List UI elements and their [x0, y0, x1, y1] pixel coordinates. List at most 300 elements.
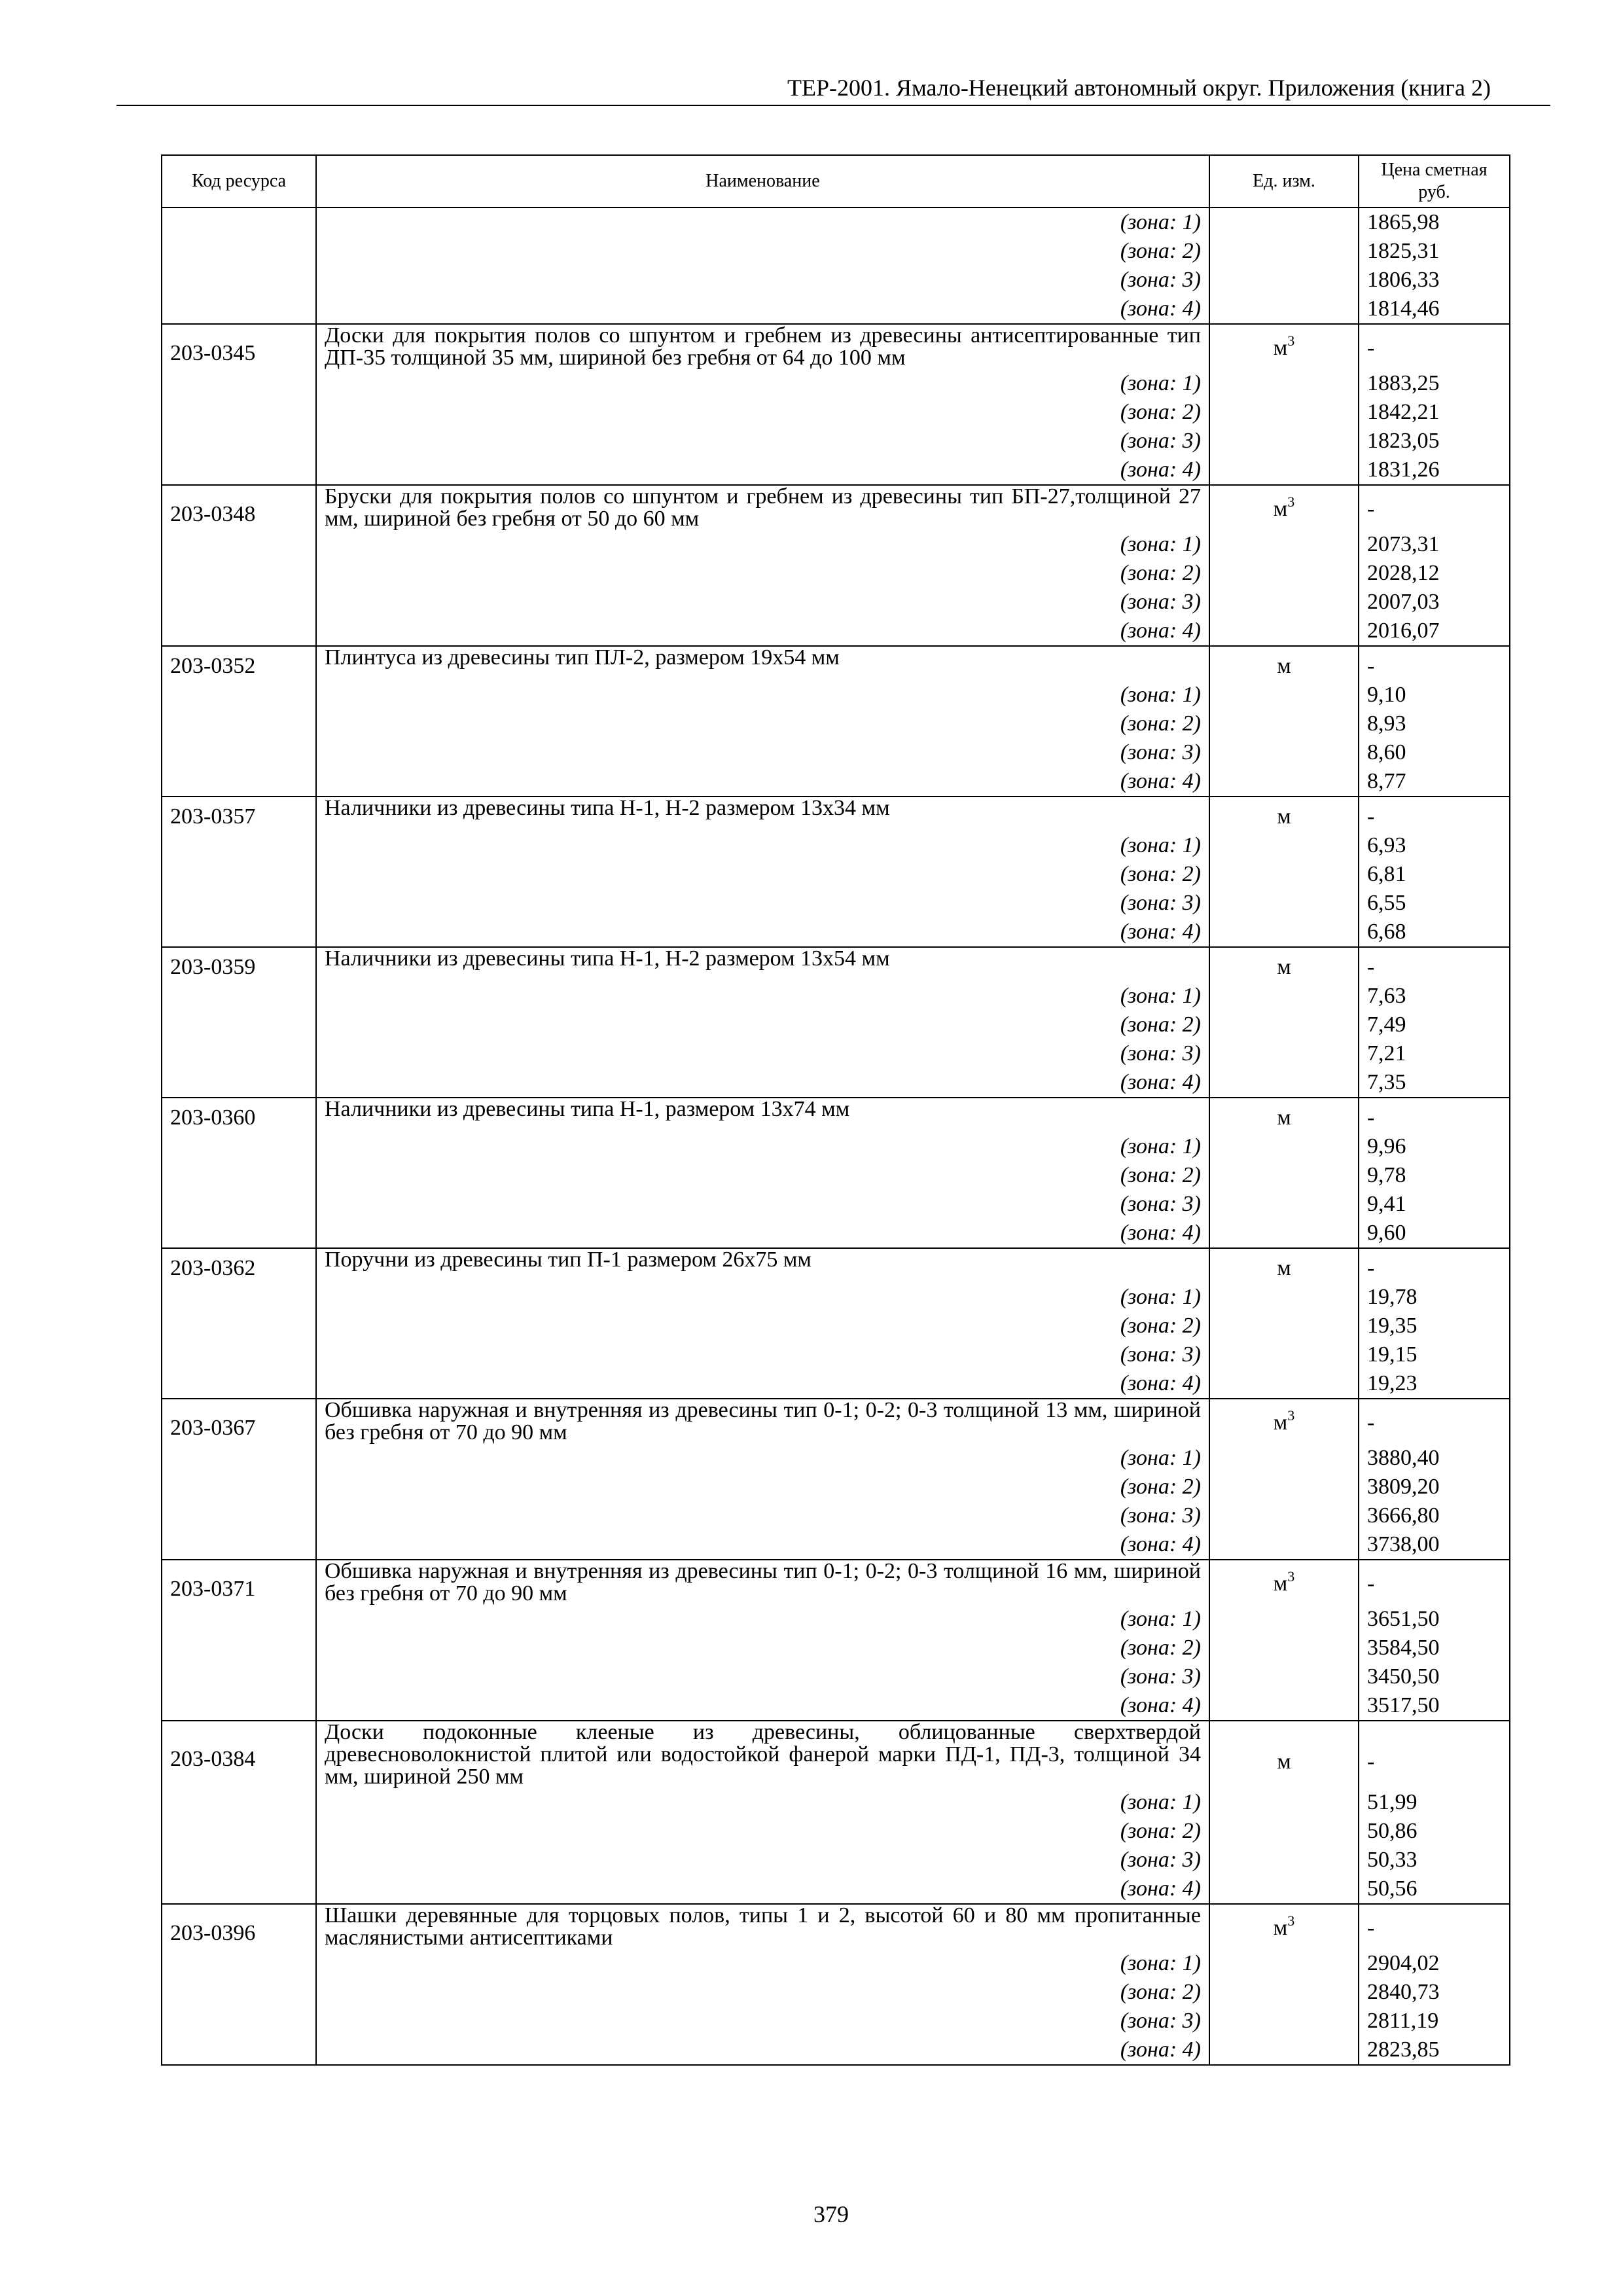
- resource-code: 203-0371: [162, 1560, 316, 1605]
- code-cell: [162, 1846, 316, 1874]
- resource-row: [162, 485, 1510, 530]
- zone-label: (зона: 2): [316, 559, 1209, 588]
- zone-price: 6,68: [1359, 918, 1510, 947]
- zone-label: (зона: 2): [316, 1161, 1209, 1190]
- zone-row: [162, 1530, 1510, 1560]
- unit-text: м: [1273, 1916, 1288, 1940]
- code-cell: [162, 1501, 316, 1530]
- zone-price: 1831,26: [1359, 456, 1510, 485]
- zone-label: (зона: 4): [316, 918, 1209, 947]
- code-cell: [162, 1132, 316, 1161]
- unit-cell: [1209, 588, 1359, 617]
- resource-name: Наличники из древесины типа Н-1, размером 13х74 мм: [316, 1098, 1209, 1132]
- unit-text: м: [1273, 497, 1288, 521]
- zone-price: 1865,98: [1359, 207, 1510, 237]
- resource-base-price: -: [1359, 1904, 1510, 1949]
- zone-price: 7,63: [1359, 982, 1510, 1011]
- resource-unit: [1209, 947, 1359, 982]
- zone-price: 1806,33: [1359, 266, 1510, 295]
- zone-row: [162, 681, 1510, 709]
- unit-cell: [1209, 1068, 1359, 1098]
- zone-row: [162, 1473, 1510, 1501]
- code-cell: [162, 530, 316, 559]
- zone-price: 9,60: [1359, 1219, 1510, 1248]
- unit-cell: [1209, 1662, 1359, 1691]
- resource-base-price: -: [1359, 324, 1510, 369]
- unit-exponent: 3: [1287, 493, 1295, 510]
- resource-name: Наличники из древесины типа Н-1, Н-2 размером 13х34 мм: [316, 797, 1209, 831]
- zone-label: (зона: 2): [316, 1011, 1209, 1039]
- resource-name: Плинтуса из древесины тип ПЛ-2, размером 19х54 мм: [316, 646, 1209, 681]
- zone-price: 3517,50: [1359, 1691, 1510, 1721]
- unit-text: м: [1277, 1749, 1291, 1774]
- resource-name: Обшивка наружная и внутренняя из древесины тип 0-1; 0-2; 0-3 толщиной 16 мм, шириной без гребня от 70 до 90 мм: [316, 1560, 1209, 1605]
- code-cell: [162, 738, 316, 767]
- resource-code: 203-0352: [162, 646, 316, 681]
- resource-row: [162, 646, 1510, 681]
- code-cell: [162, 1949, 316, 1978]
- resource-name: Доски для покрытия полов со шпунтом и гребнем из древесины антисептированные тип ДП-35 толщиной 35 мм, шириной без гребня от 64 до 100 мм: [316, 324, 1209, 369]
- zone-label: (зона: 2): [316, 398, 1209, 427]
- zone-row: [162, 1817, 1510, 1846]
- zone-label: (зона: 1): [316, 681, 1209, 709]
- zone-row: [162, 266, 1510, 295]
- zone-row: [162, 738, 1510, 767]
- resource-unit: [1209, 1098, 1359, 1132]
- zone-price: 6,93: [1359, 831, 1510, 860]
- zone-row: [162, 1161, 1510, 1190]
- zone-row: [162, 369, 1510, 398]
- zone-row: [162, 1068, 1510, 1098]
- resource-row: [162, 1721, 1510, 1788]
- zone-price: 51,99: [1359, 1788, 1510, 1817]
- zone-price: 9,10: [1359, 681, 1510, 709]
- unit-cell: [1209, 1039, 1359, 1068]
- unit-text: м: [1273, 1571, 1288, 1596]
- resource-unit: [1209, 1904, 1359, 1949]
- zone-label: (зона: 1): [316, 369, 1209, 398]
- unit-cell: [1209, 1501, 1359, 1530]
- unit-exponent: 3: [1287, 1407, 1295, 1424]
- unit-cell: [1209, 1530, 1359, 1560]
- code-cell: [162, 1340, 316, 1369]
- zone-row: [162, 456, 1510, 485]
- code-cell: [162, 1530, 316, 1560]
- unit-cell: [1209, 1219, 1359, 1248]
- zone-price: 8,93: [1359, 709, 1510, 738]
- zone-row: [162, 1662, 1510, 1691]
- zone-row: [162, 617, 1510, 646]
- zone-price: 6,81: [1359, 860, 1510, 889]
- zone-price: 7,21: [1359, 1039, 1510, 1068]
- zone-label: (зона: 1): [316, 1444, 1209, 1473]
- unit-cell: [1209, 617, 1359, 646]
- resource-row: [162, 947, 1510, 982]
- resource-name: Наличники из древесины типа Н-1, Н-2 размером 13х54 мм: [316, 947, 1209, 982]
- unit-cell: [1209, 1011, 1359, 1039]
- table-body: [162, 207, 1510, 2065]
- zone-label: (зона: 2): [316, 860, 1209, 889]
- unit-cell: [1209, 559, 1359, 588]
- unit-cell: [1209, 681, 1359, 709]
- code-cell: [162, 427, 316, 456]
- unit-cell: [1209, 1190, 1359, 1219]
- column-header-name: Наименование: [316, 155, 1209, 207]
- code-cell: [162, 1011, 316, 1039]
- column-header-code: Код ресурса: [162, 155, 316, 207]
- zone-price: 3450,50: [1359, 1662, 1510, 1691]
- unit-cell: [1209, 1634, 1359, 1662]
- zone-label: (зона: 3): [316, 427, 1209, 456]
- zone-row: [162, 207, 1510, 237]
- zone-price: 3809,20: [1359, 1473, 1510, 1501]
- zone-label: (зона: 2): [316, 1634, 1209, 1662]
- zone-row: [162, 1444, 1510, 1473]
- code-cell: [162, 1312, 316, 1340]
- code-cell: [162, 1788, 316, 1817]
- resource-base-price: -: [1359, 1721, 1510, 1788]
- resource-row: [162, 797, 1510, 831]
- zone-price: 3666,80: [1359, 1501, 1510, 1530]
- unit-cell: [1209, 266, 1359, 295]
- code-cell: [162, 1874, 316, 1904]
- zone-row: [162, 1132, 1510, 1161]
- unit-cell: [1209, 1846, 1359, 1874]
- zone-price: 2904,02: [1359, 1949, 1510, 1978]
- unit-text: м: [1277, 804, 1291, 829]
- unit-cell: [1209, 889, 1359, 918]
- unit-cell: [1209, 831, 1359, 860]
- unit-cell: [1209, 1369, 1359, 1399]
- zone-label: (зона: 3): [316, 588, 1209, 617]
- zone-label: (зона: 2): [316, 1312, 1209, 1340]
- code-cell: [162, 1978, 316, 2007]
- zone-label: (зона: 1): [316, 831, 1209, 860]
- zone-price: 1823,05: [1359, 427, 1510, 456]
- resource-row: [162, 1098, 1510, 1132]
- unit-cell: [1209, 369, 1359, 398]
- resource-code: 203-0357: [162, 797, 316, 831]
- zone-label: (зона: 3): [316, 1340, 1209, 1369]
- resource-unit: [1209, 1248, 1359, 1283]
- zone-row: [162, 237, 1510, 266]
- resource-base-price: -: [1359, 1560, 1510, 1605]
- resource-unit: [1209, 1721, 1359, 1788]
- zone-price: 9,96: [1359, 1132, 1510, 1161]
- code-cell: [162, 266, 316, 295]
- zone-price: 2840,73: [1359, 1978, 1510, 2007]
- zone-label: (зона: 3): [316, 1190, 1209, 1219]
- resource-name: Бруски для покрытия полов со шпунтом и гребнем из древесины тип БП-27,толщиной 27 мм, шириной без гребня от 50 до 60 мм: [316, 485, 1209, 530]
- code-cell: [162, 1473, 316, 1501]
- zone-price: 50,33: [1359, 1846, 1510, 1874]
- resource-base-price: -: [1359, 646, 1510, 681]
- resource-unit: [1209, 485, 1359, 530]
- resource-code: 203-0367: [162, 1399, 316, 1444]
- zone-row: [162, 295, 1510, 324]
- code-cell: [162, 559, 316, 588]
- code-cell: [162, 398, 316, 427]
- zone-label: (зона: 4): [316, 1219, 1209, 1248]
- code-cell: [162, 1444, 316, 1473]
- zone-label: (зона: 1): [316, 982, 1209, 1011]
- unit-cell: [1209, 530, 1359, 559]
- zone-label: (зона: 4): [316, 456, 1209, 485]
- resource-code: 203-0384: [162, 1721, 316, 1788]
- zone-row: [162, 1949, 1510, 1978]
- unit-cell: [1209, 982, 1359, 1011]
- zone-label: (зона: 1): [316, 1605, 1209, 1634]
- zone-row: [162, 1501, 1510, 1530]
- resource-code: 203-0345: [162, 324, 316, 369]
- code-cell: [162, 1662, 316, 1691]
- resource-name: Шашки деревянные для торцовых полов, типы 1 и 2, высотой 60 и 80 мм пропитанные маслянистыми антисептиками: [316, 1904, 1209, 1949]
- unit-cell: [1209, 1978, 1359, 2007]
- zone-row: [162, 1978, 1510, 2007]
- code-cell: [162, 767, 316, 797]
- zone-price: 1814,46: [1359, 295, 1510, 324]
- code-cell: [162, 681, 316, 709]
- code-cell: [162, 2007, 316, 2036]
- unit-cell: [1209, 1949, 1359, 1978]
- zone-label: (зона: 4): [316, 1369, 1209, 1399]
- resource-code: 203-0359: [162, 947, 316, 982]
- unit-cell: [1209, 1817, 1359, 1846]
- unit-cell: [1209, 2036, 1359, 2065]
- code-cell: [162, 860, 316, 889]
- resource-base-price: -: [1359, 485, 1510, 530]
- page-number: 379: [813, 2201, 849, 2227]
- code-cell: [162, 2036, 316, 2065]
- zone-price: 3738,00: [1359, 1530, 1510, 1560]
- zone-label: (зона: 2): [316, 1978, 1209, 2007]
- code-cell: [162, 617, 316, 646]
- unit-cell: [1209, 427, 1359, 456]
- resource-name: Доски подоконные клееные из древесины, облицованные сверхтвердой древесноволокнистой плитой или водостойкой фанерой марки ПД-1, ПД-3, толщиной 34 мм, шириной 250 мм: [316, 1721, 1209, 1788]
- zone-row: [162, 1605, 1510, 1634]
- unit-cell: [1209, 1691, 1359, 1721]
- zone-label: (зона: 1): [316, 207, 1209, 237]
- zone-price: 2073,31: [1359, 530, 1510, 559]
- zone-label: (зона: 2): [316, 237, 1209, 266]
- zone-label: (зона: 3): [316, 1039, 1209, 1068]
- header-rule: [116, 105, 1550, 106]
- zone-label: (зона: 3): [316, 2007, 1209, 2036]
- zone-row: [162, 767, 1510, 797]
- resource-base-price: -: [1359, 947, 1510, 982]
- zone-row: [162, 588, 1510, 617]
- zone-price: 8,60: [1359, 738, 1510, 767]
- unit-cell: [1209, 456, 1359, 485]
- unit-cell: [1209, 1312, 1359, 1340]
- resource-price-table: [161, 154, 1510, 2066]
- zone-row: [162, 982, 1510, 1011]
- resource-base-price: -: [1359, 1098, 1510, 1132]
- code-cell: [162, 295, 316, 324]
- zone-label: (зона: 4): [316, 1530, 1209, 1560]
- zone-label: (зона: 2): [316, 1817, 1209, 1846]
- resource-row: [162, 1399, 1510, 1444]
- zone-price: 50,56: [1359, 1874, 1510, 1904]
- zone-price: 3651,50: [1359, 1605, 1510, 1634]
- code-cell: [162, 982, 316, 1011]
- resource-name: Обшивка наружная и внутренняя из древесины тип 0-1; 0-2; 0-3 толщиной 13 мм, шириной без гребня от 70 до 90 мм: [316, 1399, 1209, 1444]
- zone-price: 7,49: [1359, 1011, 1510, 1039]
- resource-name: Поручни из древесины тип П-1 размером 26х75 мм: [316, 1248, 1209, 1283]
- zone-row: [162, 1634, 1510, 1662]
- zone-label: (зона: 1): [316, 1949, 1209, 1978]
- resource-row: [162, 324, 1510, 369]
- code-cell: [162, 1068, 316, 1098]
- zone-label: (зона: 3): [316, 266, 1209, 295]
- zone-label: (зона: 4): [316, 1691, 1209, 1721]
- zone-row: [162, 889, 1510, 918]
- resource-base-price: -: [1359, 1248, 1510, 1283]
- unit-cell: [1209, 738, 1359, 767]
- unit-cell: [1209, 860, 1359, 889]
- unit-text: м: [1277, 654, 1291, 678]
- code-cell: [162, 369, 316, 398]
- code-cell: [162, 1283, 316, 1312]
- zone-row: [162, 1691, 1510, 1721]
- zone-price: 1825,31: [1359, 237, 1510, 266]
- unit-cell: [1209, 1444, 1359, 1473]
- zone-price: 9,41: [1359, 1190, 1510, 1219]
- unit-cell: [1209, 1340, 1359, 1369]
- zone-row: [162, 860, 1510, 889]
- zone-price: 9,78: [1359, 1161, 1510, 1190]
- unit-cell: [1209, 1874, 1359, 1904]
- code-cell: [162, 1691, 316, 1721]
- zone-price: 6,55: [1359, 889, 1510, 918]
- code-cell: [162, 1161, 316, 1190]
- resource-unit: [1209, 1399, 1359, 1444]
- unit-cell: [1209, 1161, 1359, 1190]
- zone-row: [162, 1788, 1510, 1817]
- zone-price: 3584,50: [1359, 1634, 1510, 1662]
- zone-price: 1883,25: [1359, 369, 1510, 398]
- zone-label: (зона: 3): [316, 889, 1209, 918]
- unit-exponent: 3: [1287, 1568, 1295, 1585]
- zone-price: 2811,19: [1359, 2007, 1510, 2036]
- zone-label: (зона: 1): [316, 1283, 1209, 1312]
- zone-row: [162, 1039, 1510, 1068]
- unit-cell: [1209, 1473, 1359, 1501]
- zone-label: (зона: 1): [316, 530, 1209, 559]
- unit-exponent: 3: [1287, 332, 1295, 349]
- unit-text: м: [1277, 955, 1291, 979]
- zone-row: [162, 1190, 1510, 1219]
- zone-label: (зона: 4): [316, 295, 1209, 324]
- column-header-price: Цена сметная руб.: [1359, 155, 1510, 207]
- zone-row: [162, 831, 1510, 860]
- zone-price: 3880,40: [1359, 1444, 1510, 1473]
- zone-row: [162, 1846, 1510, 1874]
- zone-price: 19,23: [1359, 1369, 1510, 1399]
- zone-row: [162, 2036, 1510, 2065]
- zone-row: [162, 709, 1510, 738]
- code-cell: [162, 588, 316, 617]
- zone-row: [162, 530, 1510, 559]
- zone-row: [162, 398, 1510, 427]
- code-cell: [162, 1190, 316, 1219]
- resource-unit: [1209, 646, 1359, 681]
- zone-label: (зона: 3): [316, 1501, 1209, 1530]
- zone-price: 8,77: [1359, 767, 1510, 797]
- code-cell: [162, 237, 316, 266]
- resource-row: [162, 1904, 1510, 1949]
- zone-price: 2016,07: [1359, 617, 1510, 646]
- resource-base-price: -: [1359, 1399, 1510, 1444]
- code-cell: [162, 1039, 316, 1068]
- zone-row: [162, 559, 1510, 588]
- zone-row: [162, 1874, 1510, 1904]
- resource-base-price: -: [1359, 797, 1510, 831]
- zone-row: [162, 427, 1510, 456]
- code-cell: [162, 889, 316, 918]
- code-cell: [162, 1817, 316, 1846]
- zone-label: (зона: 3): [316, 1662, 1209, 1691]
- zone-label: (зона: 4): [316, 1068, 1209, 1098]
- unit-cell: [1209, 1132, 1359, 1161]
- zone-price: 19,15: [1359, 1340, 1510, 1369]
- zone-label: (зона: 4): [316, 1874, 1209, 1904]
- zone-label: (зона: 2): [316, 1473, 1209, 1501]
- code-cell: [162, 831, 316, 860]
- resource-code: 203-0362: [162, 1248, 316, 1283]
- zone-label: (зона: 3): [316, 738, 1209, 767]
- zone-row: [162, 2007, 1510, 2036]
- zone-row: [162, 1369, 1510, 1399]
- unit-cell: [1209, 295, 1359, 324]
- zone-row: [162, 918, 1510, 947]
- zone-label: (зона: 4): [316, 2036, 1209, 2065]
- unit-cell: [1209, 398, 1359, 427]
- unit-cell: [1209, 2007, 1359, 2036]
- zone-row: [162, 1011, 1510, 1039]
- resource-unit: [1209, 797, 1359, 831]
- code-cell: [162, 709, 316, 738]
- unit-exponent: 3: [1287, 1912, 1295, 1929]
- code-cell: [162, 207, 316, 237]
- unit-cell: [1209, 918, 1359, 947]
- code-cell: [162, 1605, 316, 1634]
- zone-label: (зона: 1): [316, 1132, 1209, 1161]
- zone-price: 50,86: [1359, 1817, 1510, 1846]
- column-header-unit: Ед. изм.: [1209, 155, 1359, 207]
- zone-price: 2823,85: [1359, 2036, 1510, 2065]
- resource-row: [162, 1248, 1510, 1283]
- zone-row: [162, 1219, 1510, 1248]
- code-cell: [162, 456, 316, 485]
- zone-price: 7,35: [1359, 1068, 1510, 1098]
- resource-row: [162, 1560, 1510, 1605]
- zone-price: 19,35: [1359, 1312, 1510, 1340]
- unit-cell: [1209, 1605, 1359, 1634]
- unit-text: м: [1273, 1410, 1288, 1435]
- running-header: ТЕР-2001. Ямало-Ненецкий автономный округ. Приложения (книга 2): [787, 75, 1491, 101]
- unit-cell: [1209, 207, 1359, 237]
- zone-price: 2007,03: [1359, 588, 1510, 617]
- unit-cell: [1209, 237, 1359, 266]
- zone-label: (зона: 3): [316, 1846, 1209, 1874]
- unit-text: м: [1277, 1256, 1291, 1280]
- unit-text: м: [1277, 1105, 1291, 1130]
- resource-code: 203-0360: [162, 1098, 316, 1132]
- unit-text: м: [1273, 336, 1288, 360]
- unit-cell: [1209, 1788, 1359, 1817]
- resource-code: 203-0348: [162, 485, 316, 530]
